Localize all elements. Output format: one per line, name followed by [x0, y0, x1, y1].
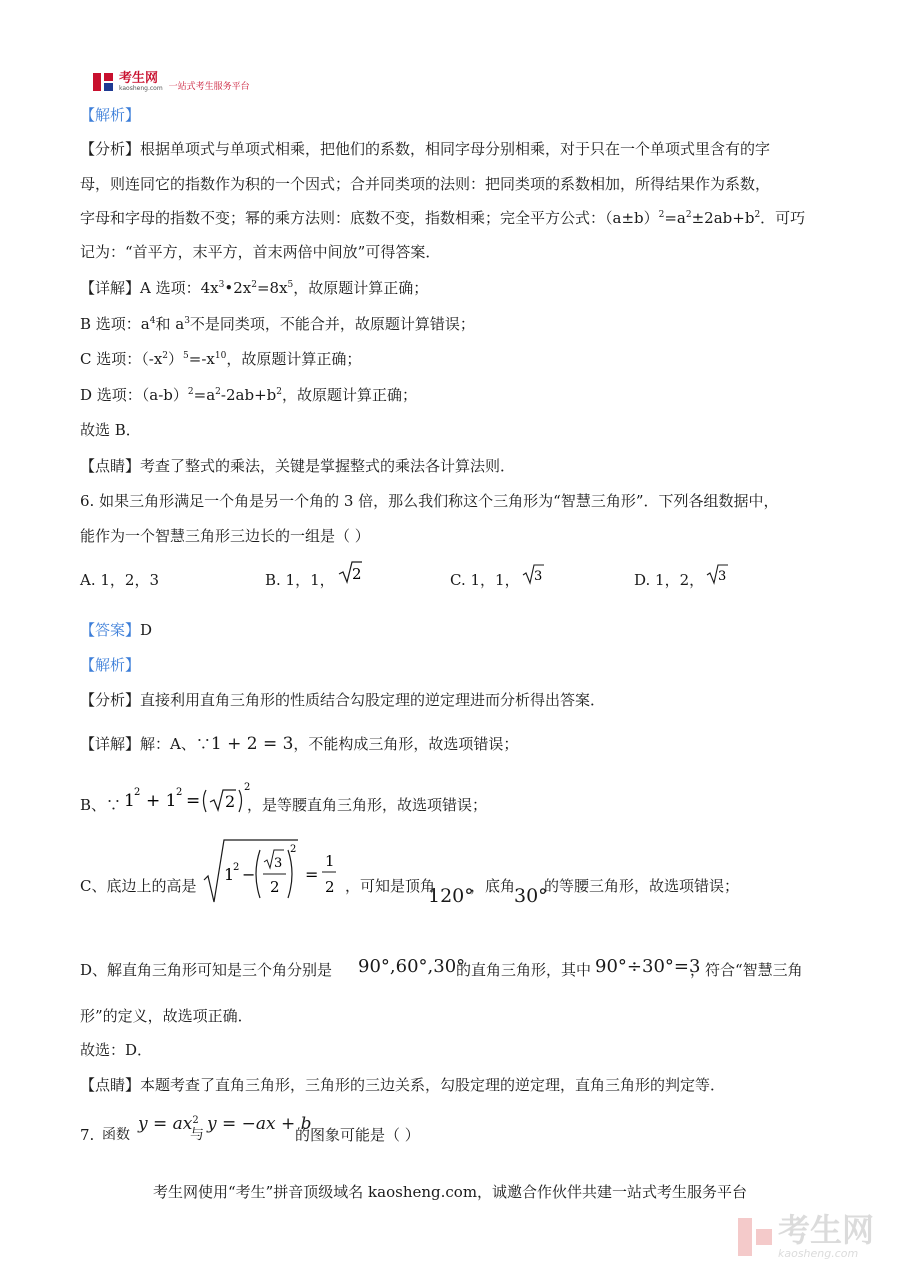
fenxi-text-1: 根据单项式与单项式相乘，把他们的系数，相同字母分别相乘，对于只在一个单项式里含有的字	[140, 140, 771, 158]
b-text-1: B 选项：a	[80, 315, 150, 333]
svg-text:=: =	[305, 865, 319, 884]
q6-xiangjie-tag: 【详解】	[80, 735, 141, 753]
svg-text:3: 3	[534, 569, 543, 584]
svg-text:2: 2	[244, 782, 251, 793]
jiexi-heading: 【解析】	[80, 106, 141, 124]
logo-name: 考生网	[119, 71, 159, 86]
header-logo	[93, 71, 250, 93]
q6-stem-1: 6. 如果三角形满足一个角是另一个角的 3 倍，那么我们称这个三角形为“智慧三角形”．下列各组数据中，	[80, 492, 779, 510]
dianjing-line	[80, 456, 515, 476]
a-text-3: =8x	[256, 279, 288, 297]
q7-word-1: 函数	[102, 1127, 130, 1143]
dianjing-tag: 【点睛】	[80, 457, 141, 475]
svg-text:2: 2	[325, 878, 335, 896]
xj-b-text-1: B、∵	[80, 796, 122, 814]
watermark-cn: 考生网	[777, 1211, 874, 1249]
xj-b-equation	[124, 780, 254, 816]
angle-ratio: 90°÷30°=3	[595, 956, 701, 977]
xj-d-text-1: D、解直角三角形可知是三个角分别是	[80, 961, 333, 979]
svg-text:2: 2	[225, 792, 236, 811]
xj-b-text-2: ，是等腰直角三角形，故选项错误；	[247, 796, 488, 814]
q7-func-1-text: y = ax	[138, 1114, 193, 1134]
q6-option-d	[634, 570, 704, 590]
c-text-3: =-x	[188, 350, 215, 368]
fenxi-line-4: 记为：“首平方，末平方，首末两倍中间放”可得答案．	[80, 243, 441, 261]
q7-number: 7.	[80, 1126, 95, 1144]
answer-tag: 【答案】	[80, 621, 141, 639]
fenxi-text-3b: =a	[664, 209, 686, 227]
xj-c-text-4: 的等腰三角形，故选项错误；	[544, 877, 740, 895]
xj-c-text-1: C、底边上的高是	[80, 877, 197, 895]
b-text-3: 不是同类项，不能合并，故原题计算错误；	[189, 315, 475, 333]
q6-xiangjie-c	[80, 876, 196, 896]
q6-xiangjie-a	[80, 734, 518, 754]
d-text-4: ，故原题计算正确；	[281, 386, 417, 404]
svg-text:2: 2	[134, 787, 141, 798]
svg-text:1: 1	[224, 865, 235, 884]
b-text-2: 和 a	[155, 315, 185, 333]
svg-text:2: 2	[290, 844, 297, 855]
svg-text:2: 2	[352, 565, 362, 583]
xiangjie-a: 【详解】A 选项：$4x^3•2x^2=8x^5$，故原题计算正确；	[80, 279, 429, 297]
c-text-4: ，故原题计算正确；	[226, 350, 362, 368]
d-text-3: -2ab+b	[220, 386, 277, 404]
svg-text:2: 2	[270, 878, 280, 896]
angle-120: 120°	[428, 885, 474, 907]
fenxi-line-2: 母，则连同它的指数作为积的一个因式；合并同类项的法则：把同类项的系数相加，所得结果作为系数，	[80, 175, 771, 193]
xj-d-text-4: 形”的定义，故选项正确．	[80, 1007, 253, 1025]
q6-answer	[80, 620, 152, 640]
dianjing-text: 考查了整式的乘法，关键是掌握整式的乘法各计算法则．	[140, 457, 516, 475]
a-text-1: A 选项：4x	[140, 279, 219, 297]
xj-d-text-3: ，符合“智慧三角	[690, 961, 803, 979]
xiangjie-tag: 【详解】	[80, 279, 141, 297]
watermark-en: kaosheng.com	[777, 1247, 859, 1260]
watermark-logo-block	[756, 1229, 772, 1245]
option-c-line: C 选项：$(-x^2)^5=-x^{10}$，故原题计算正确；	[80, 350, 362, 368]
fenxi-line-3: 字母和字母的指数不变；幂的乘方法则：底数不变，指数相乘；完全平方公式：$(a\pm b)^2=a^2\pm 2ab+b^2$．可巧	[80, 209, 806, 227]
q6-option-a: A. 1，2，3	[80, 571, 159, 589]
q6-xiangjie-d	[80, 960, 332, 980]
fenxi-tag: 【分析】	[80, 140, 141, 158]
svg-text:1: 1	[124, 791, 135, 811]
sqrt3-d-icon	[706, 563, 728, 585]
svg-text:+ 1: + 1	[146, 791, 177, 811]
choose-b: 故选 B．	[80, 421, 141, 439]
footer-text: 考生网使用“考生”拼音顶级域名 kaosheng.com，诚邀合作伙伴共建一站式考生服务平台	[152, 1183, 748, 1201]
kaosheng-watermark	[738, 1213, 874, 1260]
q6-option-c-text: C. 1，1，	[450, 571, 520, 589]
logo-slogan: 一站式考生服务平台	[168, 81, 250, 92]
q6-dianjing	[80, 1075, 725, 1095]
q6-option-b	[265, 570, 335, 590]
q6-choose: 故选：D．	[80, 1041, 153, 1059]
fenxi-line-1	[80, 139, 770, 159]
angle-30: 30°	[514, 885, 548, 907]
q7-word-3: 的图象可能是（ ）	[295, 1126, 420, 1144]
option-b-line: B 选项：$a^4$和 $a^3$不是同类项，不能合并，故原题计算错误；	[80, 315, 475, 333]
q6-option-c	[450, 570, 520, 590]
sqrt2-b-icon	[338, 560, 362, 584]
xj-d-text-2: 的直角三角形，其中	[456, 961, 592, 979]
q6-dianjing-tag: 【点睛】	[80, 1076, 141, 1094]
kaosheng-logo-icon	[93, 71, 115, 93]
q7-func-2: y = −ax + b	[207, 1114, 312, 1134]
q6-fenxi-tag: 【分析】	[80, 691, 141, 709]
fenxi-text-3d: ．可巧	[760, 209, 806, 227]
xj-a-text-2: ，不能构成三角形，故选项错误；	[293, 735, 519, 753]
q6-fenxi	[80, 690, 605, 710]
d-text-1: D 选项：（a-b）	[80, 386, 188, 404]
q6-option-b-text: B. 1，1，	[265, 571, 335, 589]
logo-domain: kaosheng.com	[119, 85, 163, 92]
sqrt3-c-icon	[522, 563, 544, 585]
c-text-2: ）	[168, 350, 184, 368]
angles-list: 90°,60°,30°	[358, 956, 466, 977]
q7-word-2: 与	[190, 1127, 204, 1143]
answer-value: D	[140, 621, 153, 639]
fenxi-text-3a: 字母和字母的指数不变；幂的乘方法则：底数不变，指数相乘；完全平方公式：（a±b）	[80, 209, 659, 227]
q7-func-1: $y = ax^2$	[138, 1114, 199, 1134]
svg-text:3: 3	[274, 856, 283, 871]
a-text-2: •2x	[224, 279, 252, 297]
xj-c-text-3: ，底角	[470, 877, 516, 895]
svg-text:−: −	[242, 865, 256, 884]
c-text-1: C 选项：（-x	[80, 350, 163, 368]
svg-text:3: 3	[718, 569, 727, 584]
xj-c-text-2: ，可知是顶角	[345, 877, 436, 895]
fenxi-text-3c: ±2ab+b	[691, 209, 755, 227]
svg-text:2: 2	[176, 787, 183, 798]
d-text-2: =a	[193, 386, 216, 404]
svg-text:=: =	[186, 791, 201, 811]
watermark-logo-icon	[738, 1218, 752, 1256]
q6-jiexi-heading: 【解析】	[80, 656, 141, 674]
a-text-4: ，故原题计算正确；	[293, 279, 429, 297]
q6-stem-2: 能作为一个智慧三角形三边长的一组是（ ）	[80, 527, 370, 545]
option-d-line: D 选项：$(a-b)^2=a^2-2ab+b^2$，故原题计算正确；	[80, 386, 417, 404]
q6-fenxi-text: 直接利用直角三角形的性质结合勾股定理的逆定理进而分析得出答案．	[140, 691, 606, 709]
xj-a-text-1: 解：A、∵	[140, 735, 211, 753]
xj-c-equation	[202, 836, 344, 906]
q6-dianjing-text: 本题考查了直角三角形，三角形的三边关系，勾股定理的逆定理，直角三角形的判定等．	[140, 1076, 726, 1094]
q6-xiangjie-b	[80, 795, 121, 815]
q6-option-d-text: D. 1，2，	[634, 571, 705, 589]
svg-text:1: 1	[325, 852, 335, 870]
xj-a-equation: 1 + 2 = 3	[210, 734, 294, 754]
svg-text:2: 2	[233, 862, 240, 873]
